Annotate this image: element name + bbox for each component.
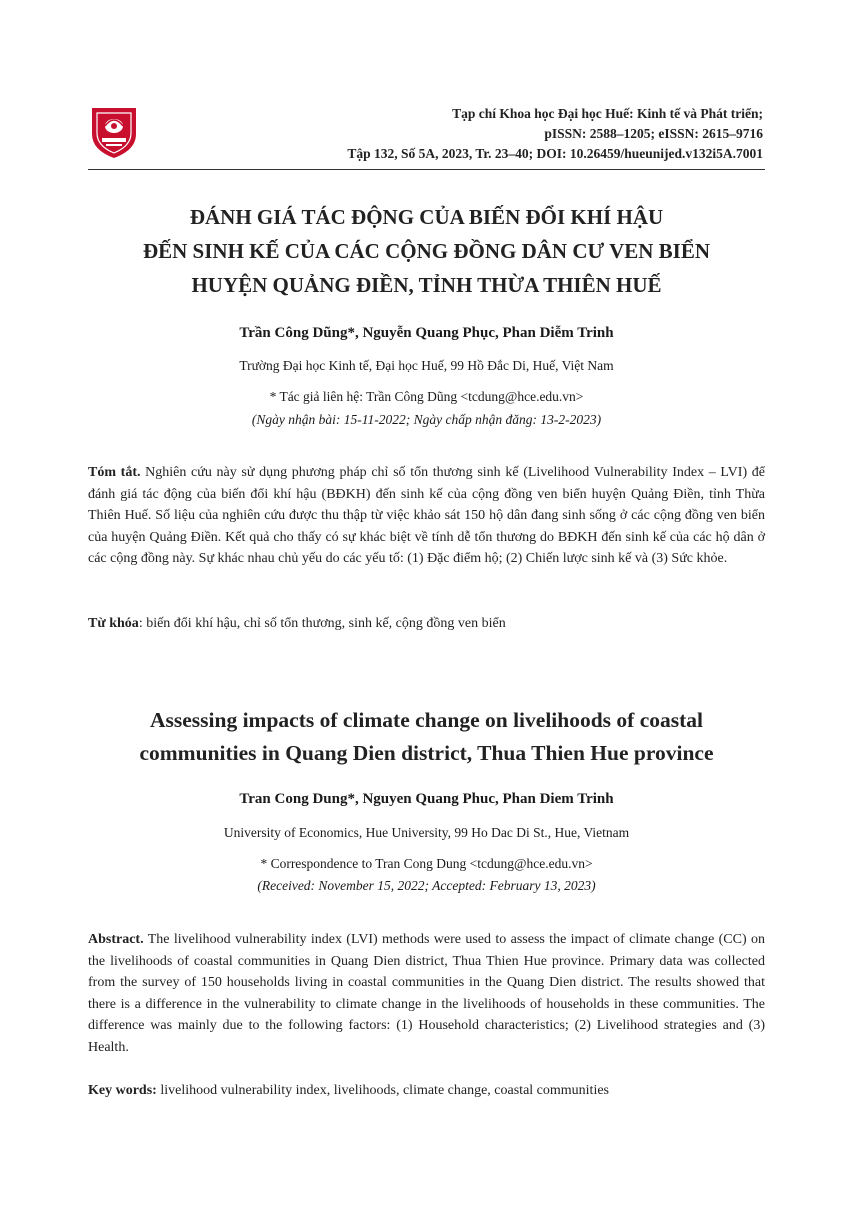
english-abstract-label: Abstract. [88,932,144,947]
vietnamese-correspondence: * Tác giả liên hệ: Trần Công Dũng <tcdung@hce.edu.vn> [269,389,584,404]
vietnamese-abstract-text: Nghiên cứu này sử dụng phương pháp chỉ số tổn thương sinh kế (Livelihood Vulnerability Index – LVI) để đánh giá tác động của biến đổi khí hậu (BĐKH) đến sinh kế của cộng đồng ven biển huyện Quảng Điền, tỉnh Thừa Thiên Huế. Số liệu của nghiên cứu được thu thập từ việc khảo sát 150 hộ dân đang sinh sống ở các cộng đồng ven biển của huyện Quảng Điền. Kết quả cho thấy có sự khác biệt về tính dễ tổn thương do BĐKH đến sinh kế của các hộ dân ở các cộng đồng này. Sự khác nhau chủ yếu do các yếu tố: (1) Đặc điểm hộ; (2) Chiến lược sinh kế và (3) Sức khỏe. [88,465,765,566]
english-keywords [88,1080,765,1102]
journal-header [347,104,763,164]
english-affiliation: University of Economics, Hue University, 99 Ho Dac Di St., Hue, Vietnam [223,825,630,840]
english-keywords-label: Key words: [88,1083,157,1098]
header-divider [88,169,765,170]
english-authors: Tran Cong Dung*, Nguyen Quang Phuc, Phan Diem Trinh [239,791,614,807]
english-title-line: communities in Quang Dien district, Thua Thien Hue province [139,741,714,765]
vietnamese-title-line: ĐẾN SINH KẾ CỦA CÁC CỘNG ĐỒNG DÂN CƯ VEN BIỂN [142,239,711,263]
vietnamese-title-line: ĐÁNH GIÁ TÁC ĐỘNG CỦA BIẾN ĐỔI KHÍ HẬU [189,205,664,229]
vietnamese-dates: (Ngày nhận bài: 15-11-2022; Ngày chấp nhận đăng: 13-2-2023) [251,412,602,427]
vietnamese-abstract-label: Tóm tắt. [88,465,141,480]
english-correspondence: * Correspondence to Tran Cong Dung <tcdung@hce.edu.vn> [260,856,593,871]
vietnamese-keywords-label: Từ khóa [88,616,139,631]
vietnamese-keywords-text: : biến đổi khí hậu, chỉ số tổn thương, sinh kế, cộng đồng ven biển [138,616,506,631]
vietnamese-title [88,200,765,302]
vietnamese-keywords [88,613,765,635]
vietnamese-abstract [88,462,765,570]
english-title [88,704,765,770]
vietnamese-authors: Trần Công Dũng*, Nguyễn Quang Phục, Phan Diễm Trinh [239,325,614,341]
english-abstract-text: The livelihood vulnerability index (LVI) methods were used to assess the impact of climate change (CC) on the livelihoods of coastal communities in Quang Dien district, Thua Thien Hue province. Primary data was collected from the survey of 150 households living in coastal communities in the Quang Dien district. The results showed that there is a difference in the vulnerability to climate change in the livelihoods of households in these communities. The difference was mainly due to the following factors: (1) Household characteristics; (2) Livelihood strategies and (3) Health. [88,932,765,1055]
english-keywords-text: livelihood vulnerability index, livelihoods, climate change, coastal communities [156,1083,609,1098]
journal-issn: pISSN: 2588–1205; eISSN: 2615–9716 [544,126,763,141]
university-emblem-icon [88,104,140,160]
english-abstract [88,929,765,1058]
english-title-line: Assessing impacts of climate change on livelihoods of coastal [149,708,704,732]
journal-citation: Tập 132, Số 5A, 2023, Tr. 23–40; DOI: 10.26459/hueunijed.v132i5A.7001 [347,146,763,161]
vietnamese-title-line: HUYỆN QUẢNG ĐIỀN, TỈNH THỪA THIÊN HUẾ [191,273,662,297]
journal-name: Tạp chí Khoa học Đại học Huế: Kinh tế và Phát triển; [452,106,763,121]
vietnamese-affiliation: Trường Đại học Kinh tế, Đại học Huế, 99 Hồ Đắc Di, Huế, Việt Nam [239,358,614,373]
english-dates: (Received: November 15, 2022; Accepted: February 13, 2023) [257,878,596,893]
